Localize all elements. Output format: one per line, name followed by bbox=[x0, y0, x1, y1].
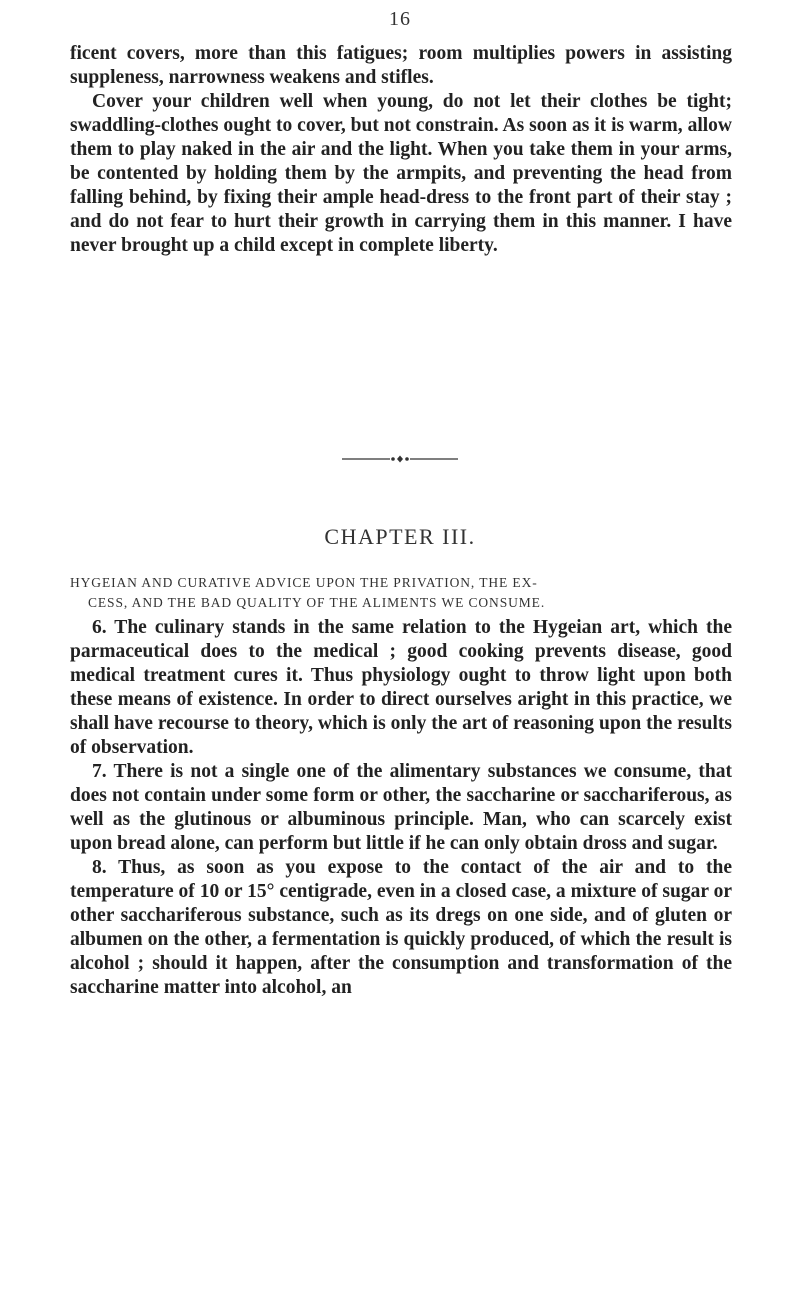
numbered-paragraph: 6. The culinary stands in the same relation to the Hygeian art, which the parmaceutical does to the medical ; good cooking prevents disease, good medical treatment cures it. Thus physiology ought to throw light upon both these means of existence. In order to direct ourselves aright in this practice, we shall have recourse to theory, which is only the art of reasoning upon the results of observation. bbox=[70, 617, 732, 758]
divider-ornament-icon bbox=[340, 454, 460, 464]
page-number: 16 bbox=[389, 8, 411, 30]
intro-paragraph: Cover your children well when young, do not let their clothes be tight; swaddling-clothes ought to cover, but not constrain. As soon as it is warm, allow them to play naked in the air and the light. When you take them in your arms, be contented by holding them by the armpits, and preventing the head from falling behind, by fixing their ample head-dress to the front part of their stay ; and do not fear to hurt their growth in carrying them in this manner. I have never brought up a child except in complete liberty. bbox=[70, 91, 732, 256]
intro-text bbox=[70, 42, 732, 258]
numbered-paragraph: 7. There is not a single one of the alimentary substances we consume, that does not contain under some form or other, the saccharine or sacchariferous, as well as the glutinous or albuminous principle. Man, who can scarcely exist upon bread alone, can perform but little if he can only obtain dross and sugar. bbox=[70, 761, 732, 854]
chapter-subtitle bbox=[70, 573, 732, 613]
section-divider-ornament bbox=[0, 454, 800, 464]
chapter-subtitle-line-2: CESS, AND THE BAD QUALITY OF THE ALIMENTS WE CONSUME. bbox=[88, 595, 546, 610]
chapter-title: CHAPTER III. bbox=[324, 524, 476, 549]
chapter-subtitle-line-1: HYGEIAN AND CURATIVE ADVICE UPON THE PRIVATION, THE EX- bbox=[70, 575, 538, 590]
intro-paragraph: ficent covers, more than this fatigues; room multiplies powers in assisting suppleness, narrowness weakens and stifles. bbox=[70, 43, 732, 88]
chapter-body bbox=[70, 616, 732, 1000]
numbered-paragraph: 8. Thus, as soon as you expose to the contact of the air and to the temperature of 10 or 15° centigrade, even in a closed case, a mixture of sugar or other sacchariferous substance, such as its dregs on one side, and of gluten or albumen on the other, a fermentation is quickly produced, of which the result is alcohol ; should it happen, after the consumption and transformation of the saccharine matter into alcohol, an bbox=[70, 857, 732, 998]
